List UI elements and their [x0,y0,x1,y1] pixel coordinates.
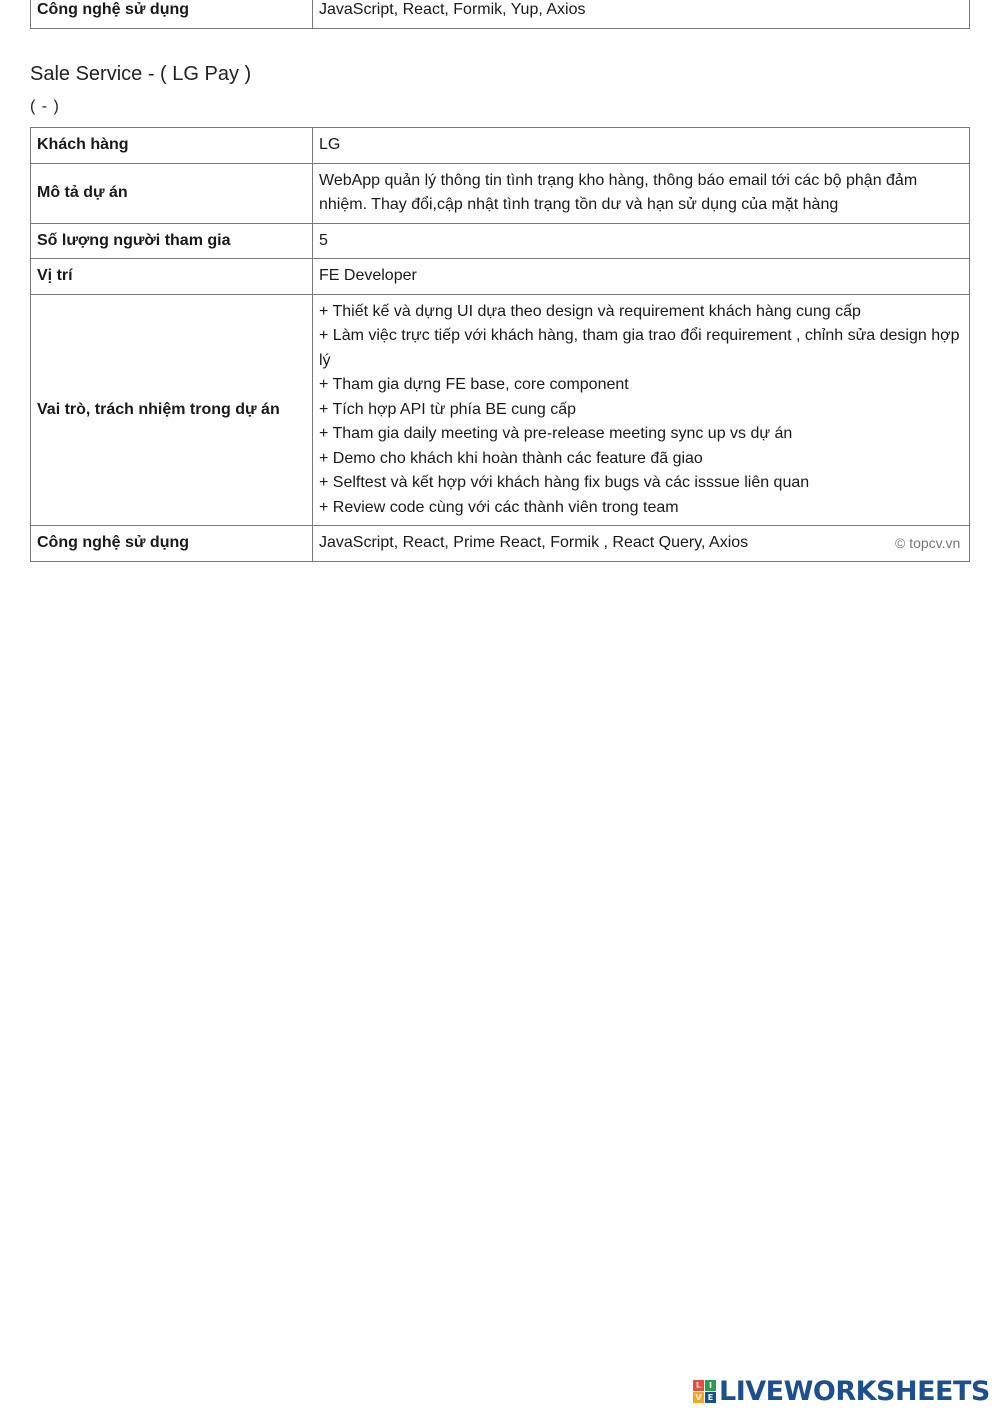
position-value: FE Developer [313,259,970,295]
responsibility-item: + Tích hợp API từ phía BE cung cấp [319,400,577,418]
liveworksheets-logo-text: LIVEWORKSHEETS [719,1375,990,1407]
tech-label: Công nghệ sử dụng [31,0,313,28]
responsibilities-list [313,294,970,526]
table-row [31,128,970,164]
table-row [31,526,970,562]
table-row [31,294,970,526]
responsibility-item: + Tham gia dựng FE base, core component [319,376,629,393]
liveworksheets-logo-icon [693,1380,716,1403]
responsibility-item: + Selftest và kết hợp với khách hàng fix bugs và các isssue liên quan [319,474,810,491]
client-label: Khách hàng [31,128,313,164]
logo-tile: E [705,1392,716,1403]
responsibility-item: + Review code cùng với các thành viên trong team [319,498,679,516]
project-title: Sale Service - ( LG Pay ) [30,63,252,85]
liveworksheets-logo[interactable] [693,1373,990,1409]
client-value: LG [313,128,970,164]
responsibility-item: + Thiết kế và dựng UI dựa theo design và requirement khách hàng cung cấp [319,302,861,320]
table-row [31,259,970,295]
topcv-watermark: © topcv.vn [895,535,961,551]
tech-value: JavaScript, React, Prime React, Formik , React Query, Axios [313,526,970,562]
table-row [31,0,970,28]
responsibility-item: + Tham gia daily meeting và pre-release meeting sync up vs dự án [319,425,793,442]
project-table [30,127,970,562]
description-value: WebApp quản lý thông tin tình trạng kho hàng, thông báo email tới các bộ phận đảm nhiệm. Thay đổi,cập nhật tình trạng tồn dư và hạn sử dụng của mặt hàng [313,163,970,223]
position-label: Vị trí [31,259,313,295]
team-size-value: 5 [313,223,970,259]
tech-label: Công nghệ sử dụng [31,526,313,562]
table-row [31,223,970,259]
description-label: Mô tả dự án [31,163,313,223]
tech-value: JavaScript, React, Formik, Yup, Axios [313,0,970,28]
table-row [31,163,970,223]
logo-tile: L [693,1380,704,1391]
responsibility-item: + Làm việc trực tiếp với khách hàng, tham gia trao đổi requirement , chỉnh sửa design hợp lý [319,327,960,369]
responsibilities-label: Vai trò, trách nhiệm trong dự án [31,294,313,526]
logo-tile: V [693,1392,704,1403]
project-date: ( - ) [30,98,60,115]
team-size-label: Số lượng người tham gia [31,223,313,259]
logo-tile: I [705,1380,716,1391]
responsibility-item: + Demo cho khách khi hoàn thành các feature đã giao [319,449,703,467]
previous-project-table [30,0,970,29]
